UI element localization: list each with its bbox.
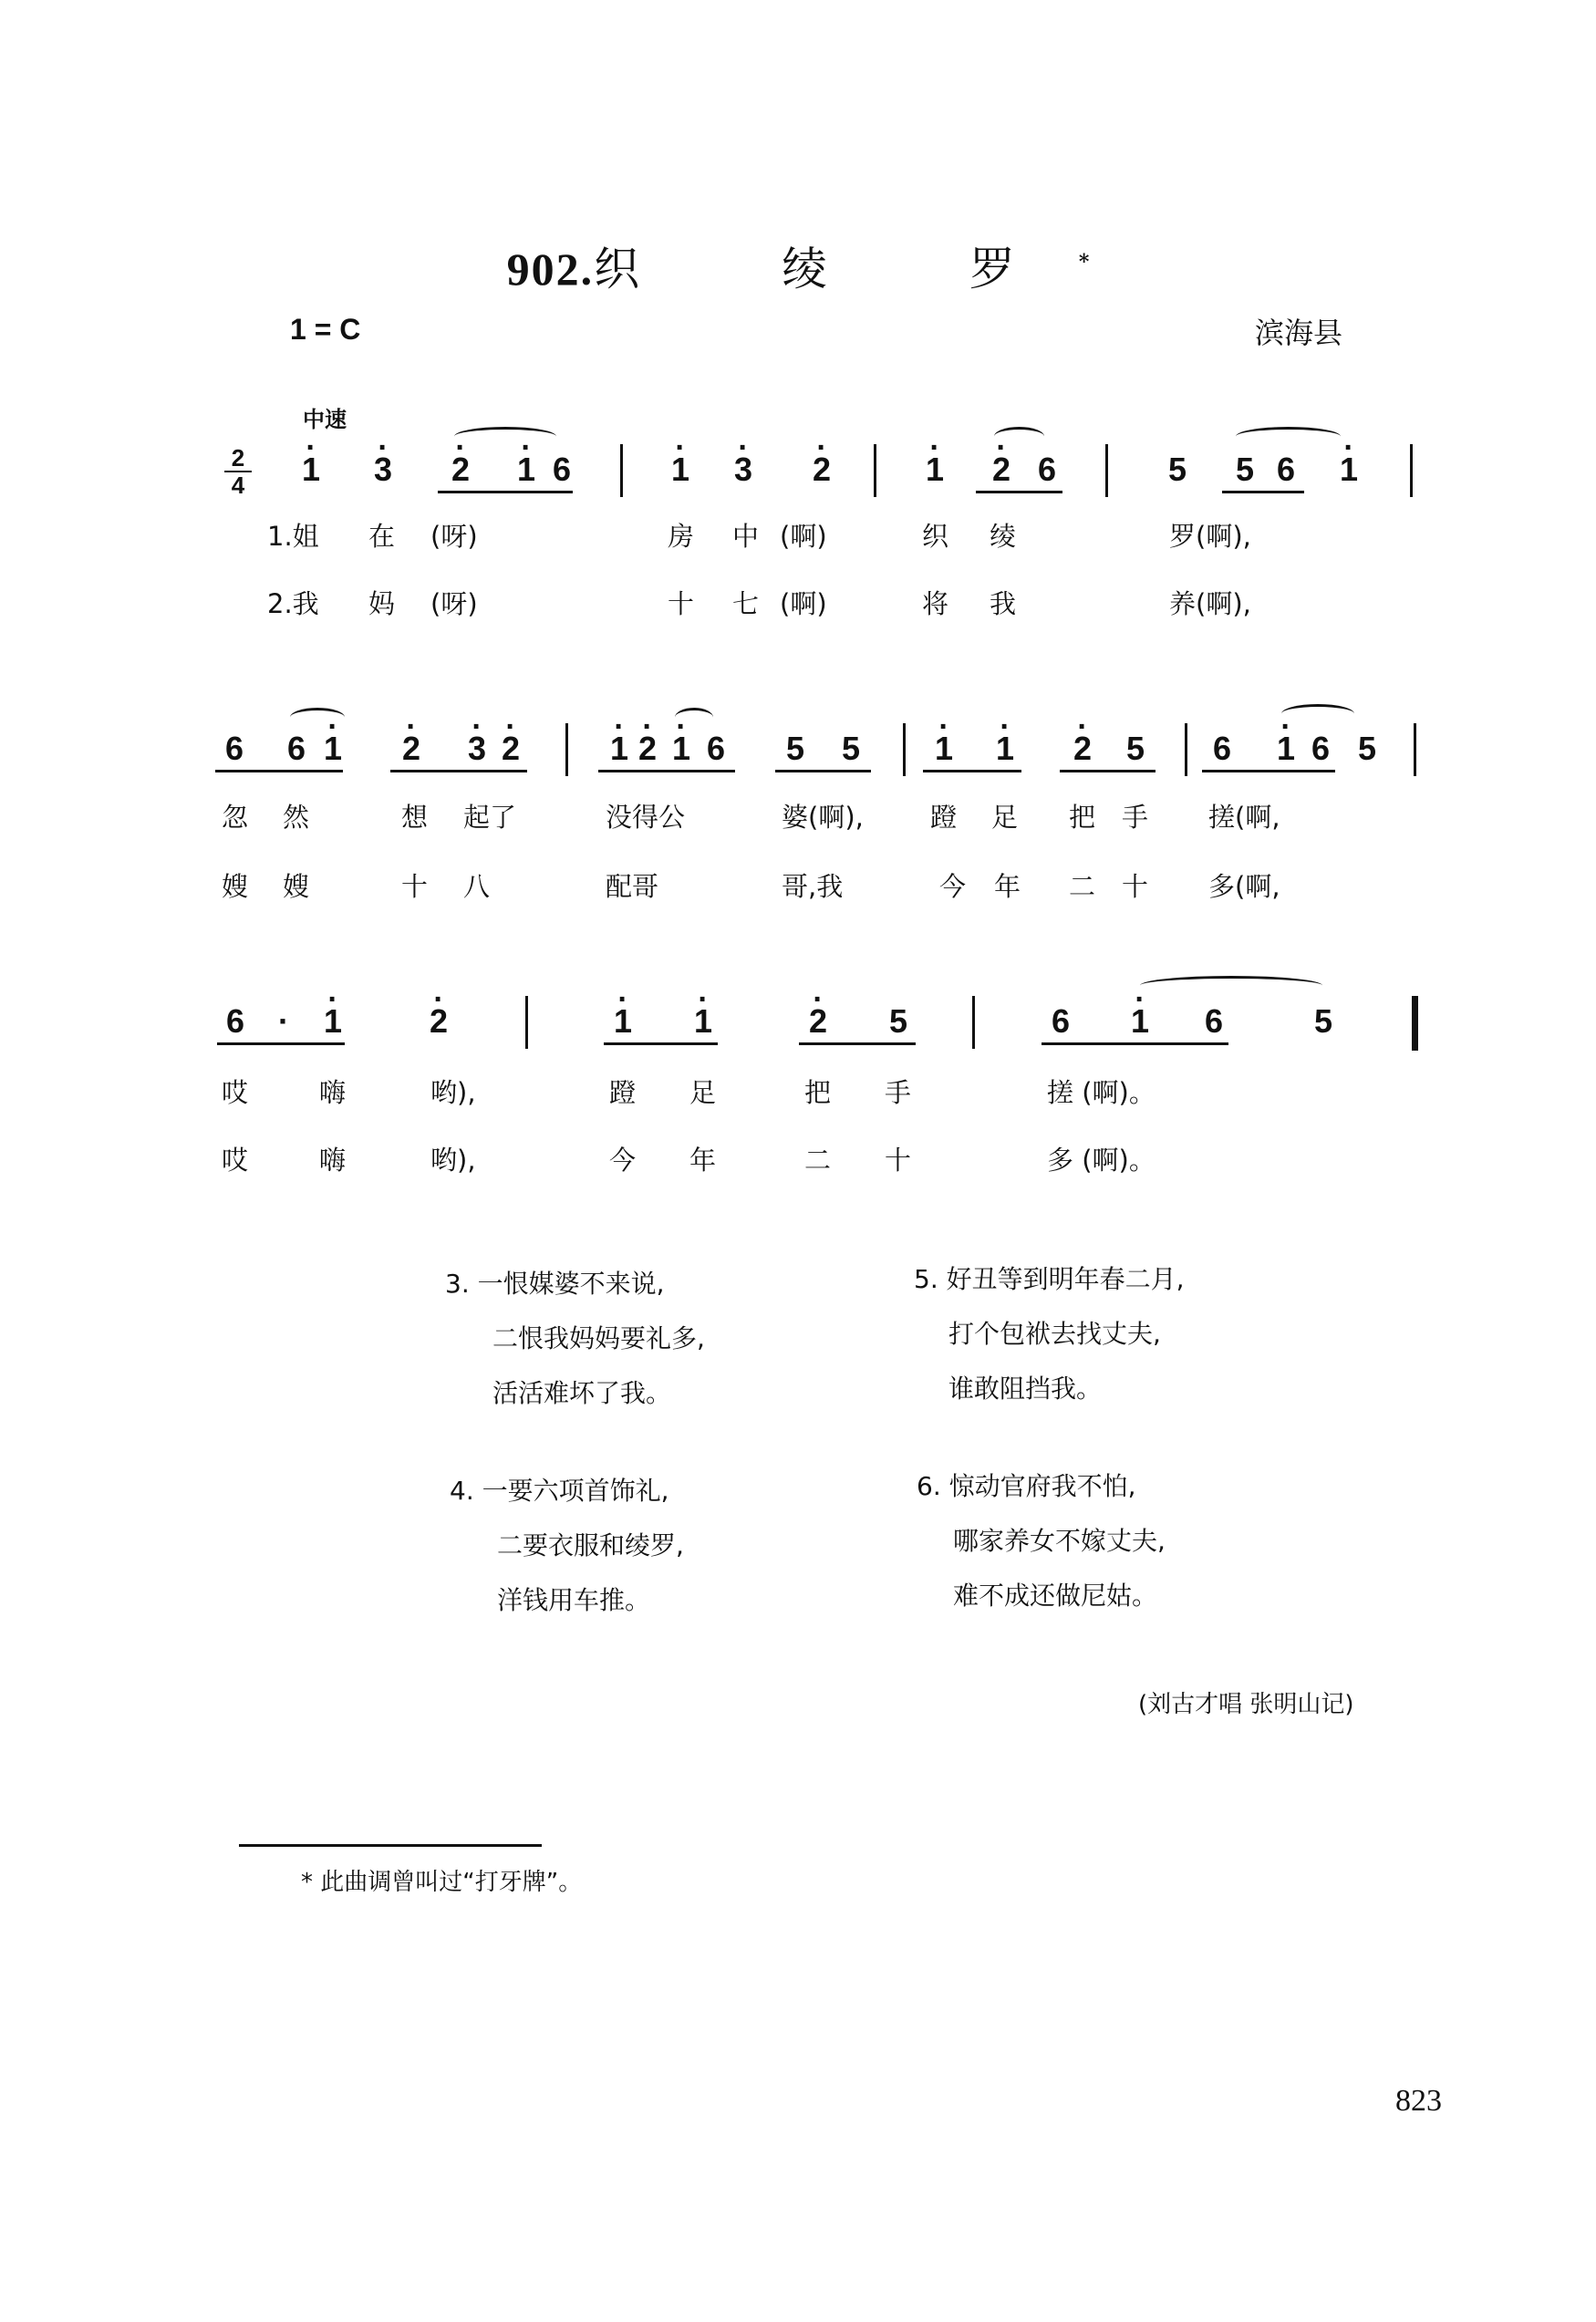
note: · 1 (513, 451, 540, 489)
lyric: 没得公 (606, 802, 686, 833)
verse-line: 难不成还做尼姑。 (953, 1581, 1158, 1611)
lyric: 我 (990, 588, 1017, 619)
verse-3 (445, 1257, 712, 1421)
beam (799, 1042, 916, 1045)
lyric: 将 (922, 588, 949, 619)
barline (525, 996, 528, 1049)
song-name: 织 绫 罗 (594, 243, 1079, 295)
lyric: 配哥 (606, 871, 659, 902)
lyric: 二 (804, 1145, 832, 1176)
note: 5 (1235, 451, 1255, 488)
beam (1222, 491, 1304, 493)
lyric: 十 (401, 871, 429, 902)
lyric: 十 (668, 588, 695, 619)
lyric: 罗(啊), (1169, 521, 1251, 552)
verse-line: 二要衣服和绫罗, (497, 1530, 684, 1560)
song-number: 902. (506, 244, 595, 295)
lyric: 蹬 (609, 1077, 637, 1108)
verse-line: 4. 一要六项首饰礼, (450, 1476, 669, 1506)
note: · 1 (1335, 451, 1363, 489)
note: 6 (1311, 730, 1331, 767)
lyric: 把 (1069, 802, 1096, 833)
verse-line: 谁敢阻挡我。 (948, 1374, 1103, 1404)
lyric: 嗨 (319, 1077, 347, 1108)
note: 5 (1167, 451, 1187, 488)
barline (903, 723, 906, 776)
note: · 1 (668, 730, 695, 768)
note: · 2 (808, 451, 835, 489)
lyric: (啊) (780, 588, 827, 619)
lyric: 哟), (430, 1077, 476, 1108)
note: 6 (1276, 451, 1296, 488)
note: · 3 (730, 451, 757, 489)
barline (1414, 723, 1416, 776)
lyric: (呀) (430, 521, 478, 552)
lyric: 手 (1122, 802, 1149, 833)
note: 6 (706, 730, 726, 767)
slur (1281, 704, 1354, 723)
verse-line: 活活难坏了我。 (492, 1378, 672, 1408)
lyric: 搓 (啊)。 (1047, 1077, 1156, 1108)
note: · 1 (930, 730, 958, 768)
barline (1105, 444, 1108, 497)
lyric: 七 (732, 588, 760, 619)
barline (1185, 723, 1187, 776)
note: · 2 (1069, 730, 1096, 768)
beam (390, 770, 527, 772)
lyric: 搓(啊, (1208, 802, 1280, 833)
footnote: * 此曲调曾叫过“打牙牌”。 (301, 1869, 583, 1896)
lyric: 然 (283, 802, 310, 833)
key-signature: 1 = C (290, 313, 361, 346)
lyric: 把 (804, 1077, 832, 1108)
beam (604, 1042, 718, 1045)
note: 5 (841, 730, 861, 767)
verse-line: 二恨我妈妈要礼多, (492, 1323, 705, 1353)
lyric: 婆(啊), (782, 802, 864, 833)
note: · 1 (1272, 730, 1300, 768)
lyric: 今 (939, 871, 967, 902)
lyric: 中 (732, 521, 760, 552)
note: · 2 (497, 730, 524, 768)
note: · 1 (297, 451, 325, 489)
note: · 2 (398, 730, 425, 768)
beam (1202, 770, 1335, 772)
lyric: 嫂 (222, 871, 249, 902)
lyric: 2.我 (267, 588, 319, 619)
note: · 1 (319, 730, 347, 768)
lyric: 1.姐 (267, 521, 319, 552)
note: 6 (552, 451, 572, 488)
note: 5 (1357, 730, 1377, 767)
time-signature-top: 2 (231, 444, 245, 472)
lyric: 年 (994, 871, 1021, 902)
note: 6 (1204, 1002, 1224, 1040)
lyric: 养(啊), (1169, 588, 1251, 619)
lyric: 在 (368, 521, 396, 552)
beam (976, 491, 1062, 493)
note: · 1 (1126, 1002, 1154, 1041)
verse-line: 打个包袱去找丈夫, (948, 1319, 1161, 1349)
lyric: 哥,我 (782, 871, 844, 902)
lyric: 房 (668, 521, 695, 552)
note: 5 (785, 730, 805, 767)
final-barline (1412, 996, 1418, 1051)
lyric: 年 (689, 1145, 717, 1176)
slur (454, 427, 556, 446)
note: 5 (888, 1002, 908, 1040)
slur (1140, 976, 1322, 995)
slur (1236, 427, 1341, 446)
note: · 3 (463, 730, 491, 768)
beam (1060, 770, 1156, 772)
lyric: 哎 (222, 1145, 249, 1176)
lyric: 二 (1069, 871, 1096, 902)
note: · 1 (921, 451, 948, 489)
note: · 2 (634, 730, 661, 768)
slur (675, 708, 713, 727)
note: · 1 (609, 1002, 637, 1041)
note: 6 (225, 1002, 245, 1040)
time-signature-bottom: 4 (224, 471, 252, 498)
lyric: 妈 (368, 588, 396, 619)
lyric: 忽 (222, 802, 249, 833)
beam (438, 491, 573, 493)
verse-line: 哪家养女不嫁丈夫, (953, 1526, 1166, 1556)
lyric: 起了 (463, 802, 517, 833)
lyric: 足 (991, 802, 1019, 833)
page-number: 823 (1395, 2084, 1442, 2118)
note: 5 (1125, 730, 1145, 767)
verse-line: 3. 一恨媒婆不来说, (445, 1269, 665, 1299)
note: 6 (1037, 451, 1057, 488)
lyric: 嗨 (319, 1145, 347, 1176)
note: · 2 (447, 451, 474, 489)
note: · 2 (425, 1002, 452, 1041)
barline (565, 723, 568, 776)
note: · 1 (991, 730, 1019, 768)
note: · 2 (804, 1002, 832, 1041)
slur (994, 427, 1044, 446)
title-footnote-marker: * (1078, 250, 1090, 275)
note: · 3 (369, 451, 397, 489)
lyric: 多(啊, (1208, 871, 1280, 902)
verse-line: 洋钱用车推。 (497, 1585, 651, 1615)
performer-credit: (刘古才唱 张明山记) (1138, 1691, 1354, 1718)
lyric: 十 (1122, 871, 1149, 902)
beam (1042, 1042, 1228, 1045)
region-label: 滨海县 (1255, 316, 1343, 350)
lyric: 绫 (990, 521, 1017, 552)
footnote-rule (239, 1844, 542, 1847)
verse-6 (917, 1459, 1173, 1623)
lyric: (呀) (430, 588, 478, 619)
barline (874, 444, 876, 497)
lyric: 多 (啊)。 (1047, 1145, 1156, 1176)
lyric: 八 (463, 871, 491, 902)
note: 6 (1212, 730, 1232, 767)
beam (775, 770, 871, 772)
beam (217, 1042, 345, 1045)
lyric: (啊) (780, 521, 827, 552)
note: 5 (1313, 1002, 1333, 1040)
note: 6 (286, 730, 306, 767)
lyric: 哎 (222, 1077, 249, 1108)
verse-line: 5. 好丑等到明年春二月, (914, 1264, 1185, 1294)
lyric: 手 (885, 1077, 912, 1108)
tempo-marking: 中速 (303, 407, 347, 432)
lyric: 想 (401, 802, 429, 833)
note: · 1 (689, 1002, 717, 1041)
note: · 1 (606, 730, 633, 768)
lyric: 蹬 (930, 802, 958, 833)
note: · (278, 1002, 289, 1040)
barline (620, 444, 623, 497)
note: 6 (1051, 1002, 1071, 1040)
beam (215, 770, 343, 772)
lyric: 十 (885, 1145, 912, 1176)
lyric: 足 (689, 1077, 717, 1108)
verse-4 (450, 1464, 717, 1628)
verse-5 (914, 1252, 1219, 1416)
barline (972, 996, 975, 1049)
lyric: 嫂 (283, 871, 310, 902)
beam (598, 770, 735, 772)
lyric: 织 (922, 521, 949, 552)
lyric: 哟), (430, 1145, 476, 1176)
note: · 1 (319, 1002, 347, 1041)
lyric: 今 (609, 1145, 637, 1176)
beam (923, 770, 1021, 772)
barline (1410, 444, 1413, 497)
note: · 2 (988, 451, 1015, 489)
slur (290, 708, 345, 727)
note: · 1 (667, 451, 694, 489)
verse-line: 6. 惊动官府我不怕, (917, 1471, 1136, 1501)
note: 6 (224, 730, 244, 767)
